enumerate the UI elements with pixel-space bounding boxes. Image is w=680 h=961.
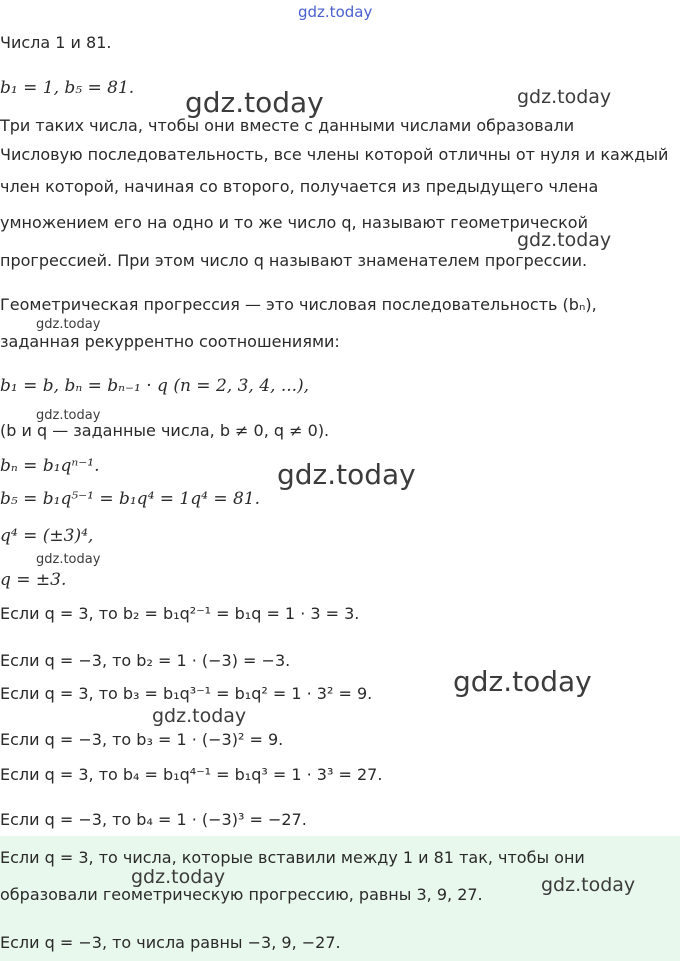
formula-line-12: bₙ = b₁qⁿ⁻¹. bbox=[0, 456, 100, 476]
text-line-17: Если q = −3, то b₂ = 1 · (−3) = −3. bbox=[0, 651, 291, 670]
formula-line-10: b₁ = b, bₙ = bₙ₋₁ · q (n = 2, 3, 4, ...), bbox=[0, 376, 310, 396]
watermark-medium: gdz.today bbox=[517, 229, 612, 251]
formula-line-2: b₁ = 1, b₅ = 81. bbox=[0, 78, 135, 98]
text-line-20: Если q = 3, то b₄ = b₁q⁴⁻¹ = b₁q³ = 1 · 3³ = 27. bbox=[0, 765, 383, 784]
watermark-medium: gdz.today bbox=[152, 705, 247, 727]
text-line-3: Три таких числа, чтобы они вместе с данными числами образовали bbox=[0, 116, 575, 135]
text-line-9: заданная рекуррентно соотношениями: bbox=[0, 332, 340, 351]
watermark-medium: gdz.today bbox=[131, 866, 226, 888]
formula-line-15: q = ±3. bbox=[0, 570, 67, 590]
text-line-5: член которой, начиная со второго, получается из предыдущего члена bbox=[0, 177, 599, 196]
text-line-16: Если q = 3, то b₂ = b₁q²⁻¹ = b₁q = 1 · 3 = 3. bbox=[0, 604, 360, 623]
text-line-23: образовали геометрическую прогрессию, равны 3, 9, 27. bbox=[0, 885, 483, 904]
watermark-large: gdz.today bbox=[185, 86, 324, 119]
watermark-top: gdz.today bbox=[298, 3, 373, 21]
text-line-1: Числа 1 и 81. bbox=[0, 33, 112, 52]
text-line-4: Числовую последовательность, все члены которой отличны от нуля и каждый bbox=[0, 145, 669, 164]
text-line-21: Если q = −3, то b₄ = 1 · (−3)³ = −27. bbox=[0, 810, 307, 829]
watermark-small: gdz.today bbox=[36, 317, 101, 332]
watermark-small: gdz.today bbox=[36, 552, 101, 567]
text-line-19: Если q = −3, то b₃ = 1 · (−3)² = 9. bbox=[0, 730, 284, 749]
text-line-11: (b и q — заданные числа, b ≠ 0, q ≠ 0). bbox=[0, 421, 330, 440]
text-line-7: прогрессией. При этом число q называют знаменателем прогрессии. bbox=[0, 251, 588, 270]
watermark-medium: gdz.today bbox=[517, 86, 612, 108]
text-line-24: Если q = −3, то числа равны −3, 9, −27. bbox=[0, 933, 341, 952]
text-line-22: Если q = 3, то числа, которые вставили между 1 и 81 так, чтобы они bbox=[0, 848, 585, 867]
text-line-6: умножением его на одно и то же число q, называют геометрической bbox=[0, 213, 588, 232]
watermark-large: gdz.today bbox=[277, 458, 416, 491]
formula-line-14: q⁴ = (±3)⁴, bbox=[0, 526, 94, 546]
watermark-large: gdz.today bbox=[453, 665, 592, 698]
watermark-small: gdz.today bbox=[36, 408, 101, 423]
watermark-medium: gdz.today bbox=[541, 874, 636, 896]
formula-line-13: b₅ = b₁q⁵⁻¹ = b₁q⁴ = 1q⁴ = 81. bbox=[0, 489, 261, 509]
text-line-18: Если q = 3, то b₃ = b₁q³⁻¹ = b₁q² = 1 · 3² = 9. bbox=[0, 684, 373, 703]
text-line-8: Геометрическая прогрессия — это числовая последовательность (bₙ), bbox=[0, 295, 597, 314]
